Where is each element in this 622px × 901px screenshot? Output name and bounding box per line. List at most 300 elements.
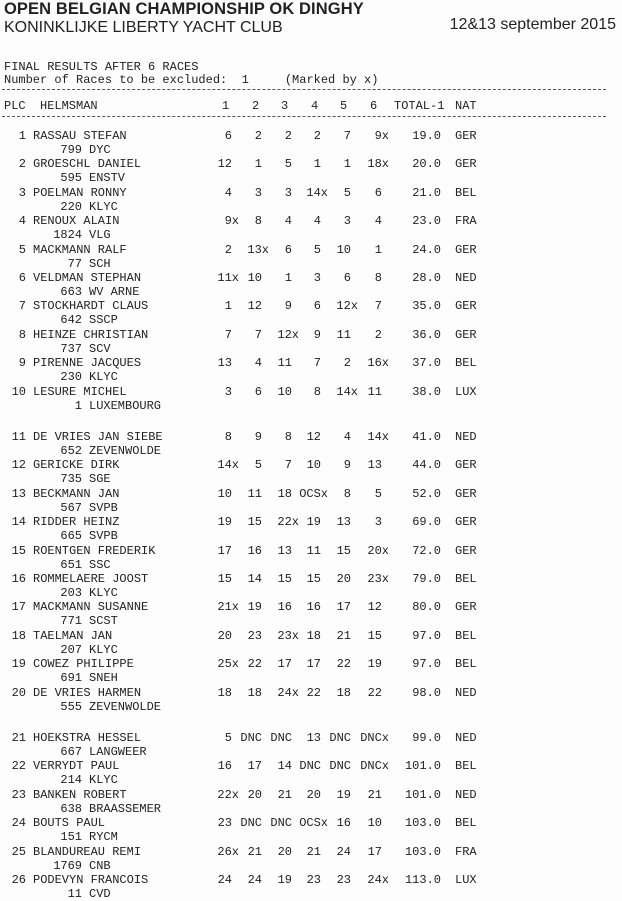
- club-name: SCV: [89, 341, 111, 356]
- club-name: SVPB: [89, 529, 118, 544]
- race-1-result: 8: [224, 430, 232, 444]
- nationality: GER: [455, 129, 477, 143]
- race-3-result: 7: [284, 458, 292, 473]
- place-number: 13: [11, 486, 26, 501]
- club-name: ZEVENWOLDE: [89, 444, 162, 458]
- sail-number: 595: [60, 171, 82, 186]
- race-6-result: 13: [367, 458, 382, 473]
- race-3-result: 4: [284, 214, 292, 229]
- race-3-result: 15: [277, 572, 292, 586]
- club-name: SVPB: [89, 500, 118, 515]
- race-3-result: DNC: [270, 816, 292, 831]
- race-4-result: 11: [306, 543, 321, 558]
- place-number: 22: [11, 759, 26, 774]
- club-name: KONINKLIJKE LIBERTY YACHT CLUB: [4, 19, 283, 36]
- col-race-4: 4: [311, 99, 319, 113]
- race-6-result: 2: [374, 327, 382, 342]
- race-2-result: 1: [254, 157, 262, 172]
- race-6-result: 4: [374, 214, 382, 229]
- sail-number: 1824: [53, 228, 82, 243]
- club-name: ENSTV: [89, 171, 126, 186]
- total-points: 52.0: [412, 486, 441, 501]
- total-points: 80.0: [412, 600, 441, 615]
- total-points: 41.0: [412, 430, 441, 444]
- race-3-result: 1: [284, 271, 292, 285]
- race-4-result: 10: [306, 458, 321, 473]
- race-5-result: 11: [336, 327, 351, 342]
- total-points: 101.0: [404, 787, 441, 802]
- total-points: 97.0: [412, 657, 441, 672]
- club-name: SCST: [89, 614, 118, 629]
- race-4-result: OCSx: [299, 816, 328, 831]
- sail-number: 1: [74, 398, 82, 413]
- place-number: 21: [11, 731, 26, 745]
- race-4-result: 23: [306, 873, 321, 887]
- place-number: 24: [11, 816, 26, 831]
- race-2-result: 16: [247, 543, 262, 558]
- race-5-result: DNC: [329, 731, 351, 745]
- race-5-result: DNC: [329, 759, 351, 774]
- race-1-result: 10: [217, 486, 232, 501]
- club-name: SGE: [89, 472, 111, 487]
- race-4-result: 14x: [306, 185, 328, 200]
- nationality: LUX: [455, 873, 477, 887]
- race-1-result: 14x: [217, 458, 239, 473]
- race-3-result: 9: [284, 299, 292, 314]
- race-5-result: 7: [343, 129, 351, 143]
- sail-number: 771: [60, 614, 82, 629]
- place-number: 4: [18, 214, 26, 229]
- race-5-result: 1: [343, 157, 351, 172]
- club-name: KLYC: [89, 370, 118, 385]
- race-3-result: 10: [277, 384, 292, 399]
- place-number: 23: [11, 787, 26, 802]
- race-2-result: 5: [254, 458, 262, 473]
- total-points: 103.0: [404, 844, 441, 859]
- total-points: 44.0: [412, 458, 441, 473]
- helmsman-name: BANKEN ROBERT: [33, 787, 127, 802]
- helmsman-name: GROESCHL DANIEL: [33, 157, 142, 172]
- race-2-result: DNC: [240, 731, 262, 745]
- club-name: SCH: [89, 256, 111, 271]
- race-6-result: 12: [367, 600, 382, 615]
- helmsman-name: VELDMAN STEPHAN: [33, 271, 142, 285]
- race-1-result: 17: [217, 543, 232, 558]
- race-6-result: DNCx: [360, 759, 389, 774]
- sail-number: 230: [60, 370, 82, 385]
- club-name: BRAASSEMER: [89, 801, 162, 816]
- race-5-result: 12x: [336, 299, 358, 314]
- race-6-result: 7: [374, 299, 382, 314]
- helmsman-name: BLANDUREAU REMI: [33, 844, 142, 859]
- race-6-result: 10: [367, 816, 382, 831]
- place-number: 18: [11, 628, 26, 643]
- total-points: 36.0: [412, 327, 441, 342]
- club-name: SSC: [89, 557, 111, 572]
- race-4-result: 19: [306, 515, 321, 530]
- club-name: SNEH: [89, 671, 118, 686]
- race-1-result: 5: [224, 731, 232, 745]
- race-1-result: 3: [224, 384, 232, 399]
- race-5-result: 3: [343, 214, 351, 229]
- race-5-result: 9: [343, 458, 351, 473]
- club-name: VLG: [89, 228, 111, 243]
- race-6-result: 11: [367, 384, 382, 399]
- nationality: GER: [455, 486, 477, 501]
- col-race-5: 5: [340, 99, 348, 113]
- nationality: BEL: [455, 759, 477, 774]
- race-3-result: 21: [277, 787, 292, 802]
- club-name: KLYC: [89, 199, 118, 214]
- race-6-result: 24x: [367, 873, 389, 887]
- helmsman-name: ROENTGEN FREDERIK: [33, 543, 156, 558]
- race-4-result: 16: [306, 600, 321, 615]
- place-number: 10: [11, 384, 26, 399]
- race-6-result: 19: [367, 657, 382, 672]
- total-points: 37.0: [412, 356, 441, 371]
- nationality: NED: [455, 731, 477, 745]
- col-plc: PLC: [4, 99, 26, 113]
- total-points: 99.0: [412, 731, 441, 745]
- sail-number: 638: [60, 801, 82, 816]
- nationality: BEL: [455, 628, 477, 643]
- sail-number: 663: [60, 285, 82, 299]
- race-4-result: 8: [313, 384, 321, 399]
- race-5-result: 14x: [336, 384, 358, 399]
- race-5-result: 15: [336, 543, 351, 558]
- race-3-result: 22x: [277, 515, 299, 530]
- race-3-result: 2: [284, 129, 292, 143]
- race-2-result: 9: [254, 430, 262, 444]
- nationality: FRA: [455, 844, 477, 859]
- race-2-result: 15: [247, 515, 262, 530]
- helmsman-name: BOUTS PAUL: [33, 816, 106, 831]
- race-2-result: 18: [247, 685, 262, 700]
- race-2-result: 3: [254, 185, 262, 200]
- race-6-result: 17: [367, 844, 382, 859]
- helmsman-name: GERICKE DIRK: [33, 458, 120, 473]
- club-name: KLYC: [89, 773, 118, 788]
- sail-number: 665: [60, 529, 82, 544]
- nationality: BEL: [455, 356, 477, 371]
- col-total: TOTAL-1: [394, 99, 445, 113]
- race-6-result: 5: [374, 486, 382, 501]
- place-number: 19: [11, 657, 26, 672]
- total-points: 20.0: [412, 157, 441, 172]
- place-number: 16: [11, 572, 26, 586]
- race-6-result: 6: [374, 185, 382, 200]
- race-3-result: 18: [277, 486, 292, 501]
- race-6-result: 21: [367, 787, 382, 802]
- nationality: NED: [455, 430, 477, 444]
- helmsman-name: DE VRIES HARMEN: [33, 685, 142, 700]
- sail-number: 737: [60, 341, 82, 356]
- total-points: 97.0: [412, 628, 441, 643]
- col-race-3: 3: [281, 99, 289, 113]
- club-name: RYCM: [89, 830, 118, 845]
- race-4-result: 13: [306, 731, 321, 745]
- sail-number: 203: [60, 586, 82, 600]
- race-2-result: 20: [247, 787, 262, 802]
- nationality: LUX: [455, 384, 477, 399]
- place-number: 15: [11, 543, 26, 558]
- nationality: GER: [455, 327, 477, 342]
- header-rule-top: [2, 89, 606, 90]
- race-4-result: 3: [313, 271, 321, 285]
- nationality: GER: [455, 157, 477, 172]
- header-rule-bottom: [2, 116, 606, 117]
- race-5-result: 18: [336, 685, 351, 700]
- race-6-result: 14x: [367, 430, 389, 444]
- event-date: 12&13 september 2015: [449, 16, 616, 33]
- race-3-result: 13: [277, 543, 292, 558]
- race-5-result: 5: [343, 185, 351, 200]
- place-number: 26: [11, 873, 26, 887]
- total-points: 113.0: [404, 873, 441, 887]
- club-name: KLYC: [89, 586, 118, 600]
- place-number: 1: [18, 129, 26, 143]
- race-1-result: 26x: [217, 844, 239, 859]
- helmsman-name: ROMMELAERE JOOST: [33, 572, 149, 586]
- race-1-result: 16: [217, 759, 232, 774]
- race-4-result: 5: [313, 242, 321, 257]
- place-number: 11: [11, 430, 26, 444]
- race-4-result: 22: [306, 685, 321, 700]
- race-5-result: 6: [343, 271, 351, 285]
- col-race-6: 6: [370, 99, 378, 113]
- race-6-result: DNCx: [360, 731, 389, 745]
- place-number: 20: [11, 685, 26, 700]
- place-number: 12: [11, 458, 26, 473]
- race-5-result: 23: [336, 873, 351, 887]
- place-number: 8: [18, 327, 26, 342]
- race-2-result: 24: [247, 873, 262, 887]
- sail-number: 567: [60, 500, 82, 515]
- place-number: 3: [18, 185, 26, 200]
- nationality: GER: [455, 458, 477, 473]
- race-5-result: 2: [343, 356, 351, 371]
- race-2-result: 23: [247, 628, 262, 643]
- race-3-result: 12x: [277, 327, 299, 342]
- col-race-2: 2: [252, 99, 260, 113]
- place-number: 17: [11, 600, 26, 615]
- helmsman-name: DE VRIES JAN SIEBE: [33, 430, 163, 444]
- race-3-result: 3: [284, 185, 292, 200]
- race-3-result: DNC: [270, 731, 292, 745]
- race-2-result: 17: [247, 759, 262, 774]
- helmsman-name: COWEZ PHILIPPE: [33, 657, 134, 672]
- race-4-result: 17: [306, 657, 321, 672]
- total-points: 28.0: [412, 271, 441, 285]
- place-number: 6: [18, 271, 26, 285]
- event-title: OPEN BELGIAN CHAMPIONSHIP OK DINGHY: [4, 0, 364, 18]
- race-6-result: 18x: [367, 157, 389, 172]
- place-number: 5: [18, 242, 26, 257]
- race-2-result: 19: [247, 600, 262, 615]
- race-2-result: 4: [254, 356, 262, 371]
- place-number: 9: [18, 356, 26, 371]
- race-2-result: 2: [254, 129, 262, 143]
- nationality: FRA: [455, 214, 477, 229]
- race-2-result: 8: [254, 214, 262, 229]
- race-1-result: 13: [217, 356, 232, 371]
- race-1-result: 4: [224, 185, 232, 200]
- race-5-result: 22: [336, 657, 351, 672]
- race-6-result: 9x: [374, 129, 389, 143]
- race-5-result: 17: [336, 600, 351, 615]
- total-points: 35.0: [412, 299, 441, 314]
- sail-number: 642: [60, 313, 82, 328]
- race-2-result: 10: [247, 271, 262, 285]
- race-5-result: 13: [336, 515, 351, 530]
- race-2-result: 6: [254, 384, 262, 399]
- race-1-result: 20: [217, 628, 232, 643]
- race-6-result: 8: [374, 271, 382, 285]
- sail-number: 652: [60, 444, 82, 458]
- race-4-result: 12: [306, 430, 321, 444]
- nationality: NED: [455, 787, 477, 802]
- club-name: WV ARNE: [89, 285, 140, 299]
- race-2-result: 12: [247, 299, 262, 314]
- race-1-result: 24: [217, 873, 232, 887]
- nationality: BEL: [455, 816, 477, 831]
- nationality: BEL: [455, 185, 477, 200]
- nationality: GER: [455, 242, 477, 257]
- sail-number: 214: [60, 773, 82, 788]
- place-number: 14: [11, 515, 26, 530]
- nationality: BEL: [455, 657, 477, 672]
- race-1-result: 1: [224, 299, 232, 314]
- helmsman-name: MACKMANN RALF: [33, 242, 127, 257]
- helmsman-name: STOCKHARDT CLAUS: [33, 299, 149, 314]
- race-4-result: 9: [313, 327, 321, 342]
- sail-number: 691: [60, 671, 82, 686]
- race-5-result: 24: [336, 844, 351, 859]
- total-points: 19.0: [412, 129, 441, 143]
- col-helmsman: HELMSMAN: [40, 99, 98, 113]
- nationality: BEL: [455, 572, 477, 586]
- race-2-result: 22: [247, 657, 262, 672]
- race-3-result: 24x: [277, 685, 299, 700]
- race-3-result: 11: [277, 356, 292, 371]
- race-3-result: 17: [277, 657, 292, 672]
- race-3-result: 20: [277, 844, 292, 859]
- race-4-result: 21: [306, 844, 321, 859]
- total-points: 38.0: [412, 384, 441, 399]
- race-2-result: 13x: [247, 242, 269, 257]
- sail-number: 735: [60, 472, 82, 487]
- helmsman-name: PIRENNE JACQUES: [33, 356, 142, 371]
- race-3-result: 14: [277, 759, 292, 774]
- race-4-result: OCSx: [299, 486, 328, 501]
- total-points: 23.0: [412, 214, 441, 229]
- total-points: 21.0: [412, 185, 441, 200]
- place-number: 7: [18, 299, 26, 314]
- race-4-result: 2: [313, 129, 321, 143]
- sail-number: 220: [60, 199, 82, 214]
- helmsman-name: RASSAU STEFAN: [33, 129, 127, 143]
- race-1-result: 11x: [217, 271, 239, 285]
- helmsman-name: HEINZE CHRISTIAN: [33, 327, 149, 342]
- race-3-result: 6: [284, 242, 292, 257]
- race-5-result: 8: [343, 486, 351, 501]
- total-points: 79.0: [412, 572, 441, 586]
- race-1-result: 23: [217, 816, 232, 831]
- sail-number: 207: [60, 642, 82, 657]
- race-5-result: 10: [336, 242, 351, 257]
- race-6-result: 15: [367, 628, 382, 643]
- race-5-result: 19: [336, 787, 351, 802]
- helmsman-name: HOEKSTRA HESSEL: [33, 731, 142, 745]
- race-4-result: 20: [306, 787, 321, 802]
- nationality: GER: [455, 543, 477, 558]
- helmsman-name: POELMAN RONNY: [33, 185, 127, 200]
- club-name: DYC: [89, 143, 111, 157]
- place-number: 2: [18, 157, 26, 172]
- sail-number: 799: [60, 143, 82, 157]
- race-5-result: 21: [336, 628, 351, 643]
- helmsman-name: TAELMAN JAN: [33, 628, 113, 643]
- nationality: GER: [455, 515, 477, 530]
- race-6-result: 23x: [367, 572, 389, 586]
- sail-number: 11: [67, 887, 82, 901]
- nationality: GER: [455, 600, 477, 615]
- race-4-result: 18: [306, 628, 321, 643]
- helmsman-name: MACKMANN SUSANNE: [33, 600, 149, 615]
- nationality: NED: [455, 271, 477, 285]
- race-1-result: 18: [217, 685, 232, 700]
- race-5-result: 20: [336, 572, 351, 586]
- sail-number: 555: [60, 699, 82, 714]
- race-1-result: 7: [224, 327, 232, 342]
- race-2-result: 7: [254, 327, 262, 342]
- club-name: ZEVENWOLDE: [89, 699, 162, 714]
- race-4-result: 1: [313, 157, 321, 172]
- race-3-result: 23x: [277, 628, 299, 643]
- sail-number: 1769: [53, 858, 82, 873]
- total-points: 101.0: [404, 759, 441, 774]
- race-1-result: 25x: [217, 657, 239, 672]
- club-name: LANGWEER: [89, 745, 147, 759]
- total-points: 72.0: [412, 543, 441, 558]
- helmsman-name: RIDDER HEINZ: [33, 515, 120, 530]
- race-2-result: 21: [247, 844, 262, 859]
- race-1-result: 15: [217, 572, 232, 586]
- race-4-result: 4: [313, 214, 321, 229]
- helmsman-name: VERRYDT PAUL: [33, 759, 120, 774]
- race-4-result: 15: [306, 572, 321, 586]
- sail-number: 77: [67, 256, 82, 271]
- race-1-result: 6: [224, 129, 232, 143]
- club-name: SSCP: [89, 313, 118, 328]
- helmsman-name: LESURE MICHEL: [33, 384, 127, 399]
- race-1-result: 21x: [217, 600, 239, 615]
- race-5-result: 4: [343, 430, 351, 444]
- race-1-result: 22x: [217, 787, 239, 802]
- race-6-result: 3: [374, 515, 382, 530]
- race-1-result: 2: [224, 242, 232, 257]
- place-number: 25: [11, 844, 26, 859]
- sail-number: 667: [60, 745, 82, 759]
- helmsman-name: BECKMANN JAN: [33, 486, 120, 501]
- col-race-1: 1: [222, 99, 230, 113]
- race-6-result: 1: [374, 242, 382, 257]
- sail-number: 151: [60, 830, 82, 845]
- club-name: CVD: [89, 887, 111, 901]
- race-3-result: 5: [284, 157, 292, 172]
- total-points: 103.0: [404, 816, 441, 831]
- race-3-result: 8: [284, 430, 292, 444]
